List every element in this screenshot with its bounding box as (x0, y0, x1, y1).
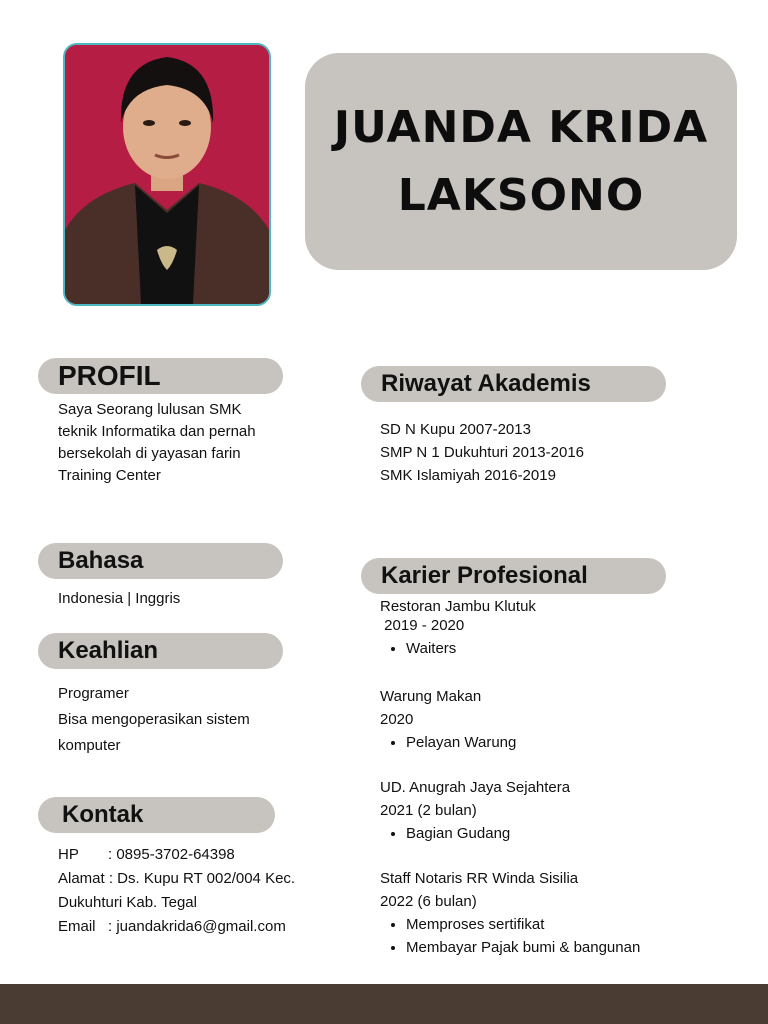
hp-label: HP (58, 846, 79, 863)
email-label: Email (58, 918, 96, 935)
keahlian-line: Programer (58, 685, 129, 702)
keahlian-heading (38, 633, 283, 669)
profil-line: bersekolah di yayasan farin (58, 445, 241, 462)
job-2 (380, 685, 720, 754)
bahasa-heading-text: Bahasa (58, 547, 144, 574)
email-value: : juandakrida6@gmail.com (108, 918, 286, 935)
akademis-line: SMK Islamiyah 2016-2019 (380, 467, 556, 484)
footer-bar (0, 984, 768, 1024)
job-period: 2020 (380, 711, 414, 728)
profil-heading (38, 358, 283, 394)
profil-line: Saya Seorang lulusan SMK (58, 401, 242, 418)
kontak-email (58, 915, 358, 939)
job-tasks (380, 637, 720, 660)
job-4 (380, 867, 740, 959)
job-task: • Pelayan Warung (406, 731, 720, 754)
name-line-2: LAKSONO (397, 169, 645, 221)
profil-line: teknik Informatika dan pernah (58, 423, 256, 440)
job-company: Staff Notaris RR Winda Sisilia (380, 870, 579, 887)
job-task: • Membayar Pajak bumi & bangunan (406, 936, 740, 959)
job-1 (380, 597, 720, 660)
profil-text (58, 399, 318, 487)
akademis-list (380, 418, 680, 487)
bahasa-heading (38, 543, 283, 579)
job-task: • Waiters (406, 637, 720, 660)
kontak-heading (38, 797, 275, 833)
job-company: Warung Makan (380, 688, 482, 705)
job-3 (380, 776, 720, 845)
job-period: 2021 (2 bulan) (380, 802, 477, 819)
keahlian-line: Bisa mengoperasikan sistem (58, 711, 250, 728)
profil-line: Training Center (58, 467, 161, 484)
bahasa-text: Indonesia | Inggris (58, 590, 181, 607)
akademis-heading (361, 366, 666, 402)
profile-photo (63, 43, 271, 306)
kontak-details (58, 843, 358, 939)
job-period: 2019 - 2020 (380, 617, 465, 634)
job-tasks (380, 913, 740, 959)
job-task: • Memproses sertifikat (406, 913, 740, 936)
kontak-hp (58, 843, 358, 867)
kontak-heading-text: Kontak (62, 801, 144, 828)
akademis-line: SMP N 1 Dukuhturi 2013-2016 (380, 444, 585, 461)
kontak-alamat-1: Alamat : Ds. Kupu RT 002/004 Kec. (58, 870, 296, 887)
keahlian-line: komputer (58, 737, 121, 754)
keahlian-list (58, 681, 318, 759)
name-line-1: JUANDA KRIDA (333, 101, 709, 153)
job-company: UD. Anugrah Jaya Sejahtera (380, 779, 571, 796)
job-company: Restoran Jambu Klutuk (380, 598, 536, 615)
hp-value: : 0895-3702-64398 (108, 846, 235, 863)
kontak-alamat-2: Dukuhturi Kab. Tegal (58, 894, 197, 911)
akademis-line: SD N Kupu 2007-2013 (380, 421, 531, 438)
akademis-heading-text: Riwayat Akademis (381, 370, 591, 397)
job-tasks (380, 731, 720, 754)
job-tasks (380, 822, 720, 845)
name-banner (305, 53, 737, 270)
keahlian-heading-text: Keahlian (58, 637, 159, 664)
karier-heading (361, 558, 666, 594)
profil-heading-text: PROFIL (58, 360, 161, 391)
job-task: • Bagian Gudang (406, 822, 720, 845)
karier-heading-text: Karier Profesional (381, 562, 588, 589)
job-period: 2022 (6 bulan) (380, 893, 477, 910)
